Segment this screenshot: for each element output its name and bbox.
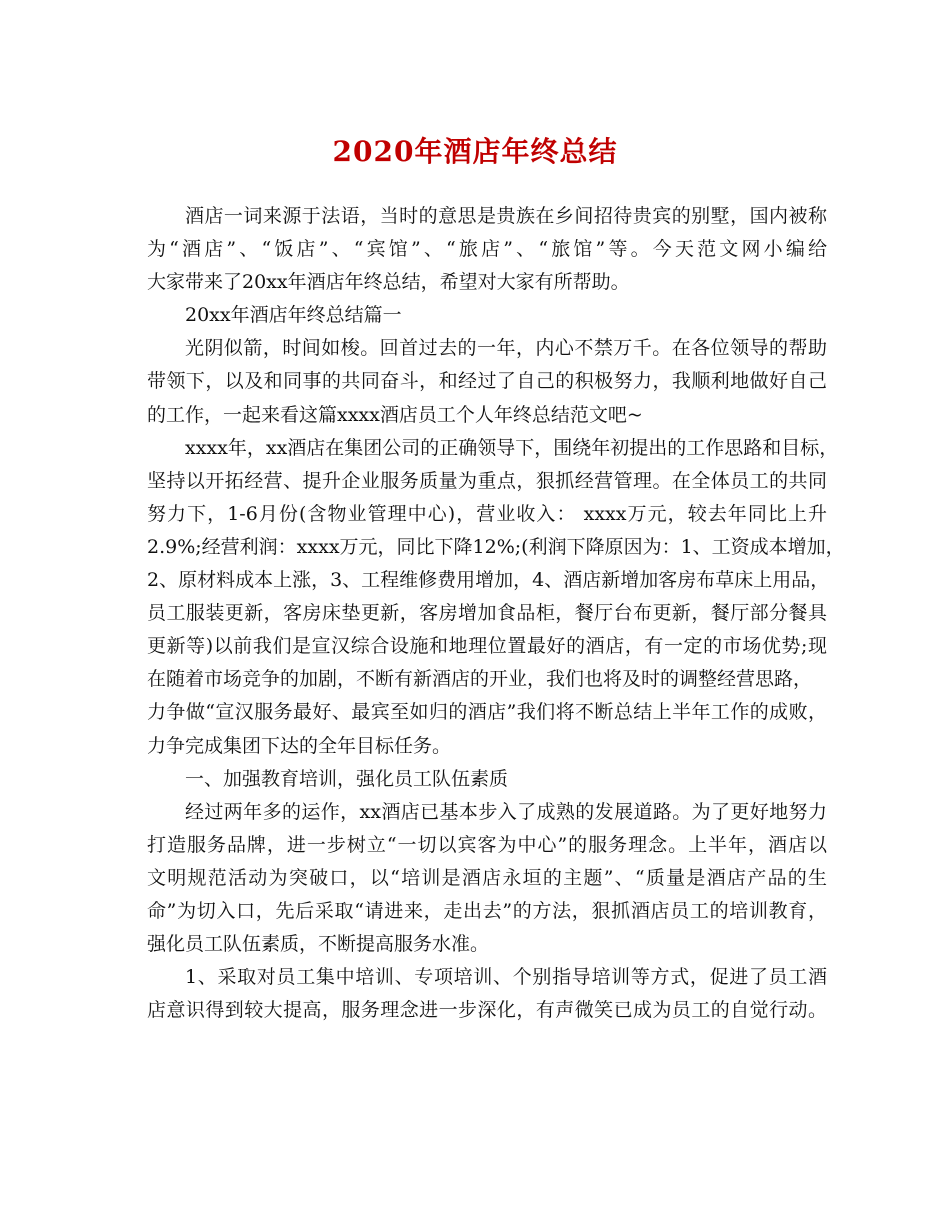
text-line: 带领下，以及和同事的共同奋斗，和经过了自己的积极努力，我顺利地做好自己: [147, 370, 827, 393]
text-line: 更新等)以前我们是宣汉综合设施和地理位置最好的酒店，有一定的市场优势;现: [147, 635, 827, 658]
text-line: 打造服务品牌，进一步树立“一切以宾客为中心”的服务理念。上半年，酒店以: [147, 833, 827, 856]
text-line: 2、原材料成本上涨，3、工程维修费用增加，4、酒店新增加客房布草床上用品，: [147, 569, 830, 592]
text-line: 命”为切入口，先后采取“请进来，走出去”的方法，狠抓酒店员工的培训教育，: [147, 899, 827, 922]
text-line: 1、采取对员工集中培训、专项培训、个别指导培训等方式，促进了员工酒: [185, 966, 827, 989]
text-line: 20xx年酒店年终总结篇一: [185, 304, 402, 327]
text-line: 在随着市场竞争的加剧，不断有新酒店的开业，我们也将及时的调整经营思路，: [147, 668, 813, 691]
text-line: 店意识得到较大提高，服务理念进一步深化，有声微笑已成为员工的自觉行动。: [147, 999, 827, 1022]
text-line: 为“酒店”、“饭店”、“宾馆”、“旅店”、“旅馆”等。今天范文网小编给: [147, 238, 827, 261]
text-line: 力争完成集团下达的全年目标任务。: [147, 734, 452, 757]
text-line: 强化员工队伍素质，不断提高服务水准。: [147, 933, 490, 956]
text-line: 酒店一词来源于法语，当时的意思是贵族在乡间招待贵宾的别墅，国内被称: [185, 205, 827, 227]
text-line: 的工作，一起来看这篇xxxx酒店员工个人年终总结范文吧~: [147, 403, 643, 426]
text-line: 努力下，1-6月份(含物业管理中心)，营业收入： xxxx万元，较去年同比上升: [147, 502, 827, 525]
text-line: xxxx年，xx酒店在集团公司的正确领导下，围绕年初提出的工作思路和目标，: [185, 436, 839, 459]
text-line: 力争做“宣汉服务最好、最宾至如归的酒店”我们将不断总结上半年工作的成败，: [147, 701, 827, 724]
text-line: 2.9%;经营利润：xxxx万元，同比下降12%;(利润下降原因为：1、工资成本增加，: [147, 535, 845, 558]
text-line: 光阴似箭，时间如梭。回首过去的一年，内心不禁万千。在各位领导的帮助: [185, 337, 827, 360]
text-line: 一、加强教育培训，强化员工队伍素质: [185, 767, 509, 790]
text-line: 经过两年多的运作，xx酒店已基本步入了成熟的发展道路。为了更好地努力: [185, 800, 827, 823]
text-line: 员工服装更新，客房床垫更新，客房增加食品柜，餐厅台布更新，餐厅部分餐具: [147, 602, 827, 625]
text-line: 大家带来了20xx年酒店年终总结，希望对大家有所帮助。: [147, 271, 630, 294]
text-line: 文明规范活动为突破口，以“培训是酒店永垣的主题”、“质量是酒店产品的生: [147, 866, 827, 889]
text-line: 坚持以开拓经营、提升企业服务质量为重点，狠抓经营管理。在全体员工的共同: [147, 469, 827, 492]
document-title: 2020年酒店年终总结: [332, 135, 618, 168]
document-body: [147, 200, 845, 1027]
